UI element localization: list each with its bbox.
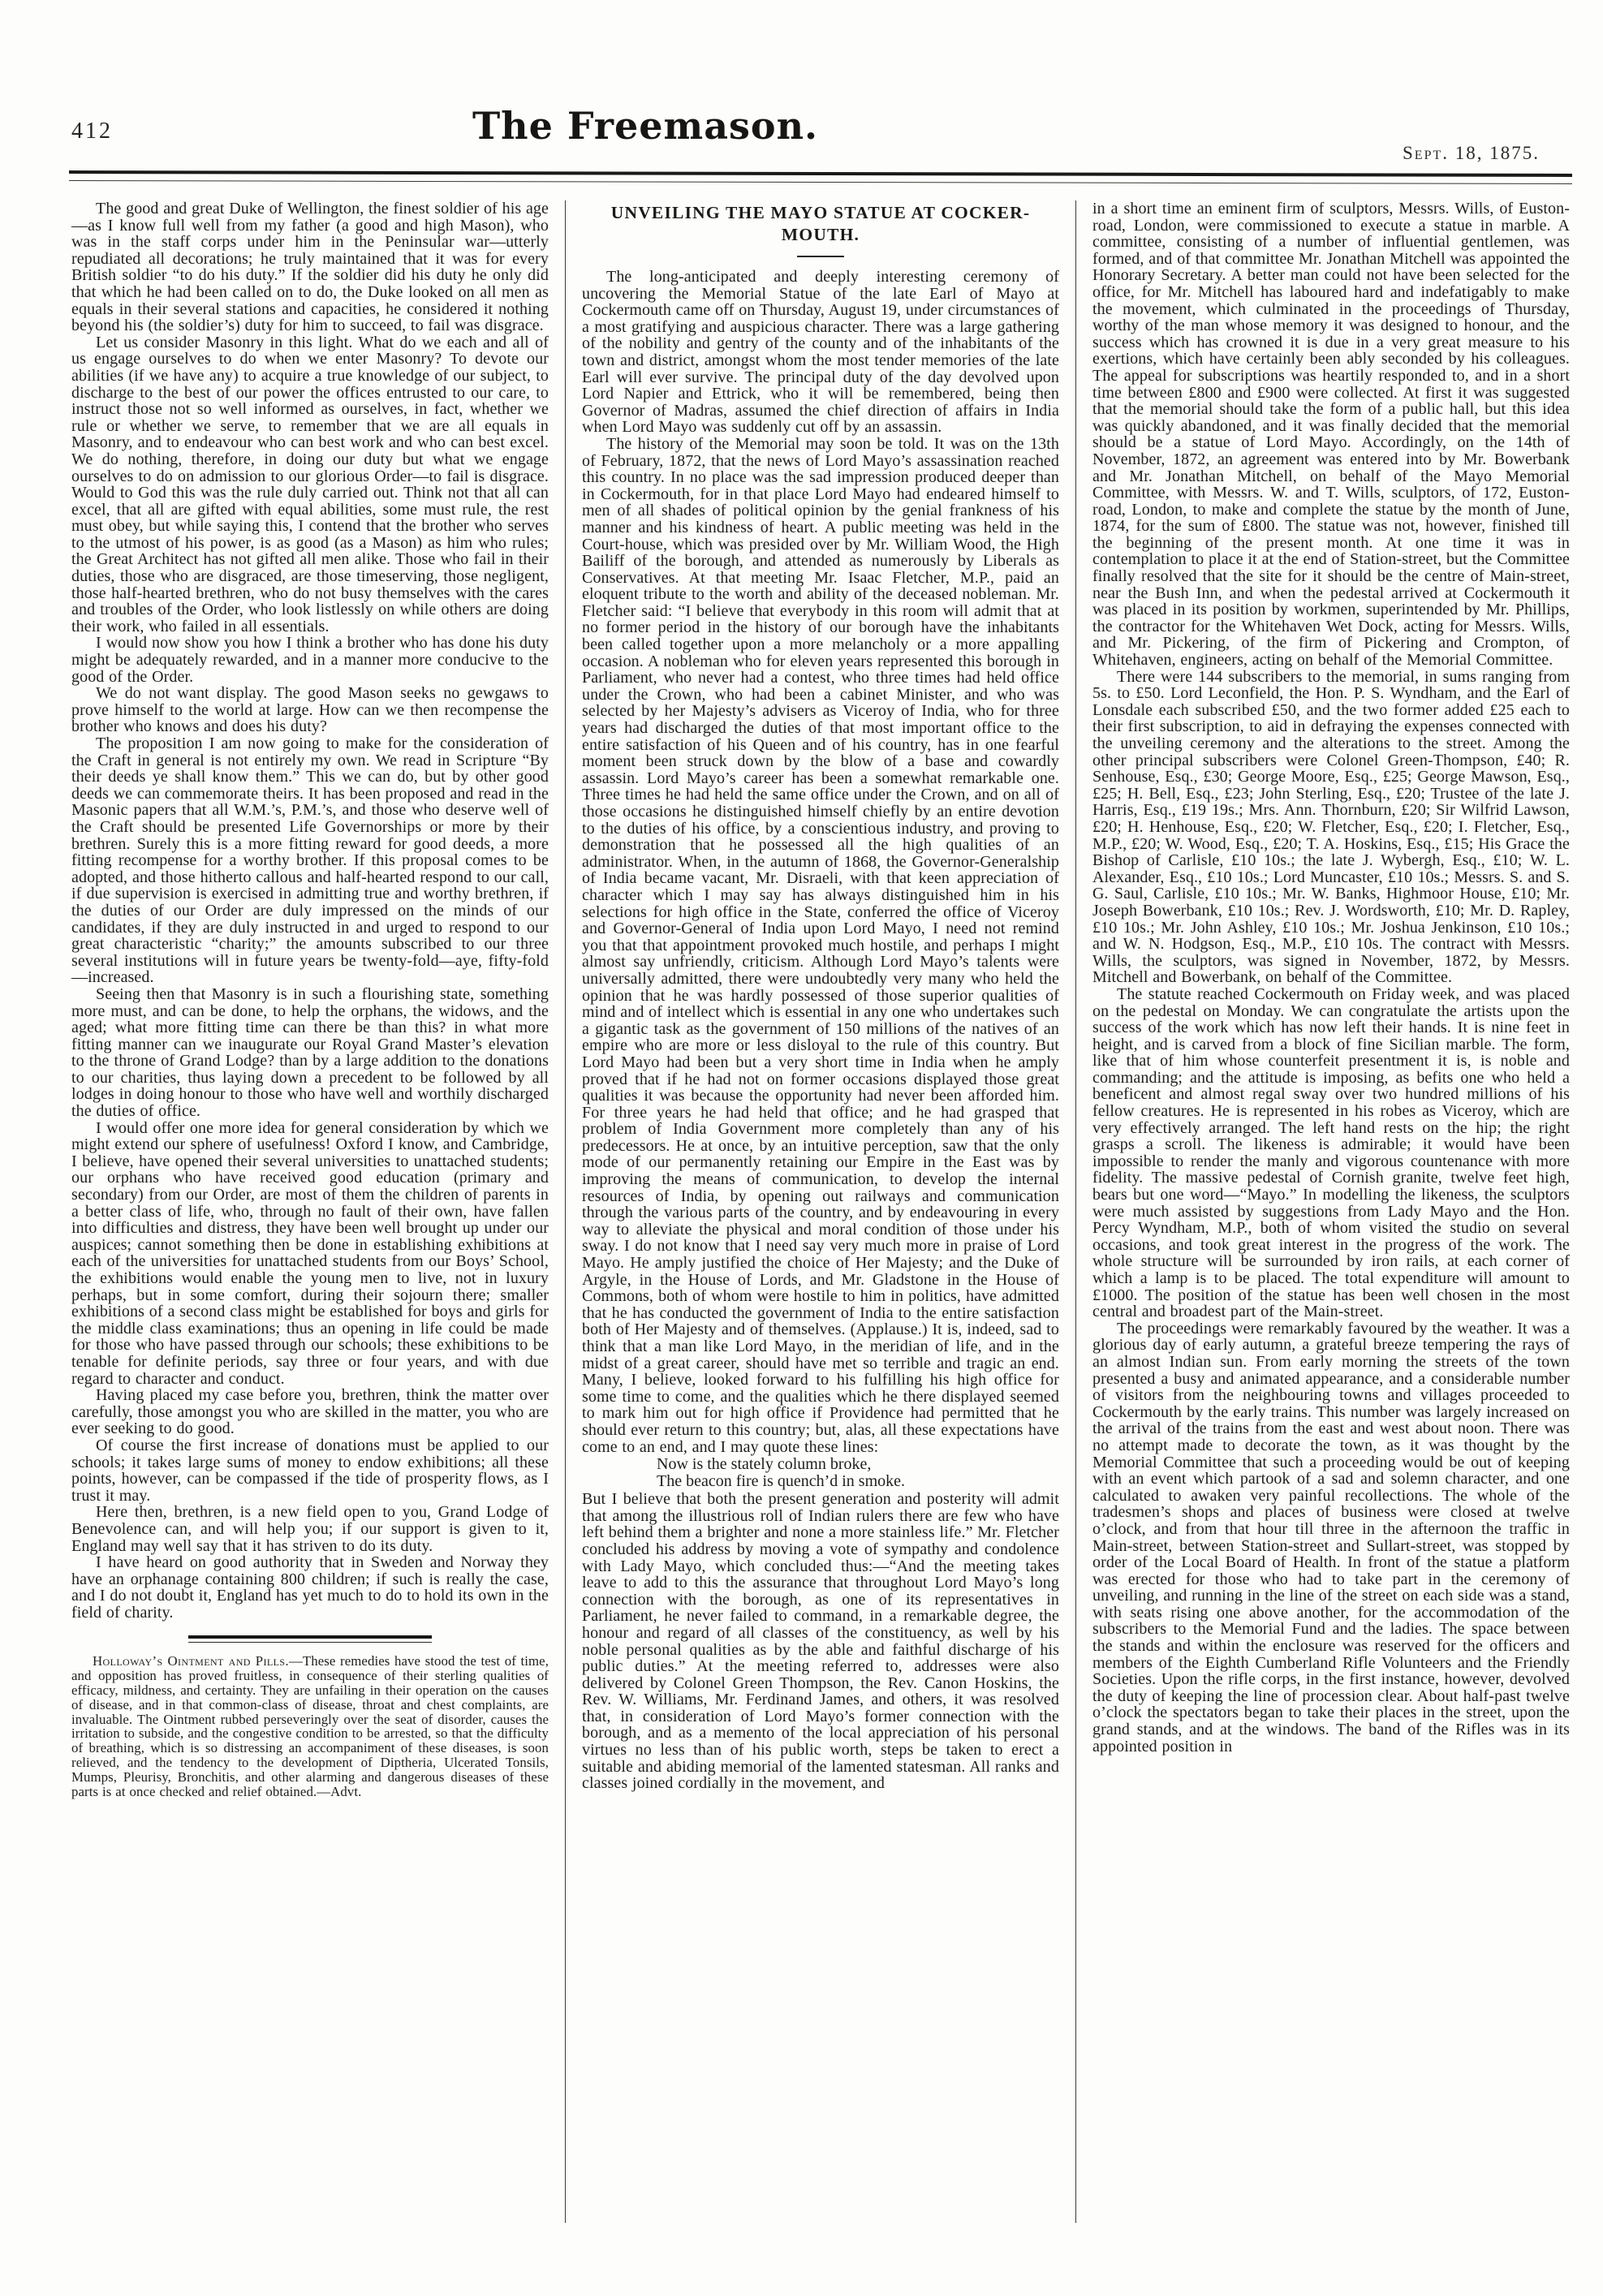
paragraph: Let us consider Masonry in this light. What do we each and all of us engage ourselves to do when we enter Masonry? To devote our abilities (if we have any) to acquire a true knowledge of our subject, to discharge to the best of our power the offices entrusted to our care, to instruct those not so well informed as ourselves, in fact, whether we rule or whether we serve, to remember that we are all equals in Masonry, and to endeavour who can best work and who can best excel. We do nothing, therefore, in doing our duty but what we engage ourselves to do on admission to our glorious Order—to fail is disgrace. Would to God this was the rule duly carried out. Think not that all can excel, that all are gifted with equal abilities, some must rule, the rest must obey, but while saying this, I contend that the brother who serves to the utmost of his power, is as good (as a Mason) as him who rules; the Great Architect has not gifted all men alike. Those who fail in their duties, those who are disgraced, are those timeserving, those negligent, those half-hearted brethren, who do not busy themselves with the cares and troubles of the Order, who look listlessly on while others are doing their work, who failed in all essentials. — [71, 333, 549, 635]
paragraph: The statute reached Cockermouth on Friday week, and was placed on the pedestal on Monday. We can congratulate the artists upon the success of the work which has now left their hands. It is nine feet in height, and is carved from a block of fine Sicilian marble. The form, like that of him whose counterfeit presentment it is, is noble and commanding; and the attitude is imposing, as befits one who held a beneficent and almost regal sway over two hundred millions of his fellow creatures. He is represented in his robes as Viceroy, which are very effectively arranged. The left hand rests on the hip; the right grasps a scroll. The likeness is admirable; it would have been impossible to render the manly and vigorous countenance with more fidelity. The massive pedestal of Cornish granite, twelve feet high, bears but one word—“Mayo.” In modelling the likeness, the sculptors were much assisted by suggestions from Lady Mayo and the Hon. Percy Wyndham, M.P., both of whom visited the studio on several occasions, and took great interest in the progress of the work. The whole structure will be surrounded by iron rails, at each corner of which a lamp is to be placed. The total expenditure will amount to £1000. The position of the statue has been well chosen in the most central and broadest part of the Main-street. — [1092, 984, 1570, 1321]
paragraph: Having placed my case before you, brethren, think the matter over carefully, those amongst you who are skilled in the matter, you who are ever seeking to do good. — [71, 1386, 549, 1438]
column-divider-rule — [565, 200, 566, 2223]
column-3 — [1092, 200, 1570, 2223]
headline-rule — [797, 256, 844, 257]
headline-line-1: UNVEILING THE MAYO STATUE AT COCKER- — [610, 203, 1031, 222]
paragraph: in a short time an eminent firm of sculptors, Messrs. Wills, of Euston-road, London, were commissioned to execute a statue in marble. A committee, consisting of a number of influential gentlemen, was formed, and of that committee Mr. Jonathan Mitchell was appointed the Honorary Secretary. A better man could not have been selected for the office, for Mr. Mitchell has laboured hard and indefatigably to make the movement, which culminated in the proceedings of Thursday, worthy of the man whose memory it was designed to honour, and the success which has crowned it is due in a very great measure to his exertions, which have certainly been ably seconded by his colleagues. The appeal for subscriptions was heartily responded to, and in a short time between £800 and £900 were collected. At first it was suggested that the memorial should take the form of a public hall, but this idea was quickly abandoned, and it was finally decided that the memorial should be a statue of Lord Mayo. Accordingly, on the 14th of November, 1872, an agreement was entered into by Mr. Bowerbank and Mr. Jonathan Mitchell, on behalf of the Mayo Memorial Committee, with Messrs. W. and T. Wills, sculptors, of 172, Euston-road, London, to make and complete the statue by the month of June, 1874, for the sum of £800. The statue was not, however, finished till the beginning of the present month. At one time it was in contemplation to place it at the end of Station-street, but the Committee finally resolved that the site for it should be the centre of Main-street, near the Bush Inn, and when the pedestal arrived at Cockermouth it was placed in its position by workmen, superintended by Mr. Phillips, the contractor for the Whitehaven Wet Dock, acting for Messrs. Wills, and Mr. Pickering, of the firm of Pickering and Crompton, of Whitehaven, engineers, acting on behalf of the Memorial Committee. — [1092, 200, 1570, 670]
verse-line: Now is the stately column broke, — [657, 1455, 872, 1474]
headline-line-2: MOUTH. — [781, 225, 860, 244]
advert-paragraph — [71, 1654, 549, 1798]
column-divider-rule — [1075, 200, 1076, 2223]
masthead-title: The Freemason. — [472, 104, 819, 148]
advert-divider-rule — [188, 1635, 432, 1643]
paragraph: We do not want display. The good Mason seeks no gewgaws to prove himself to the world at large. How can we then recompense the brother who knows and does his duty? — [71, 684, 549, 736]
paragraph: But I believe that both the present generation and posterity will admit that among the illustrious roll of Indian rulers there are few who have left behind them a brighter and none a more stainless life.” Mr. Fletcher concluded his address by moving a vote of sympathy and condolence with Lady Mayo, which concluded thus:—“And the meeting takes leave to add to this the assurance that throughout Lord Mayo’s long connection with the borough, as one of its representatives in Parliament, he never failed to command, in a remarkable degree, the honour and regard of all classes of the constituency, as well by his noble personal qualities as by the able and faithful discharge of his public duties.” At the meeting referred to, addresses were also delivered by Colonel Green Thompson, the Rev. Canon Hoskins, the Rev. W. Williams, Mr. Ferdinand James, and others, it was resolved that, in consideration of Lord Mayo’s former connection with the borough, and as a memento of the local appreciation of his personal virtues no less than of his public worth, steps be taken to erect a suitable and abiding memorial of the lamented statesman. All ranks and classes joined cordially in the movement, and — [582, 1490, 1059, 1793]
verse-line: The beacon fire is quench’d in smoke. — [657, 1472, 906, 1491]
paragraph: I would offer one more idea for general consideration by which we might extend our sphere of usefulness! Oxford I know, and Cambridge, I believe, have opened their several universities to unattached students; our orphans who have received good education (primary and secondary) from our Order, are most of them the children of parents in a better class of life, who, through no fault of their own, have fallen into difficulties and distress, they have been well brought up under our auspices; cannot something then be done in establishing exhibitions at each of the universities for unattached students from our Boys’ School, the exhibitions would enable the young men to live, not in luxury perhaps, but in some comfort, during their sojourn there; smaller exhibitions of a second class might be established for boys and girls for the middle class examinations; thus an opening in life could be made for those who have passed through our schools; these exhibitions to be tenable for definite periods, say three or four years, and with due regard to character and conduct. — [71, 1118, 549, 1388]
advert-body: —These remedies have stood the test of time, and opposition has proved fruitless, in consequence of their sterling qualities of efficacy, mildness, and certainty. They are unfailing in their operation on the causes of disease, and in that common-class of disease, throat and chest complaints, are invaluable. The Ointment rubbed perseveringly over the seat of disorder, causes the irritation to subside, and the congestive condition to be arrested, so that the difficulty of breathing, which is so distressing an accompaniment of these diseases, is soon relieved, and the tendency to the development of Diptheria, Ulcerated Tonsils, Mumps, Pleurisy, Bronchitis, and other alarming and dangerous diseases of these parts is at once checked and relief obtained.—Advt. — [71, 1653, 549, 1799]
article-columns — [71, 200, 1570, 2223]
article-headline — [582, 202, 1059, 246]
paragraph: Of course the first increase of donations must be applied to our schools; it takes large sums of money to endow exhibitions; all these points, however, can be compassed if the tide of prosperity flows, as I trust it may. — [71, 1436, 549, 1505]
paragraph: The history of the Memorial may soon be told. It was on the 13th of February, 1872, that the news of Lord Mayo’s assassination reached this country. In no place was the sad impression produced deeper than in Cockermouth, for in that place Lord Mayo had endeared himself to men of all shades of political opinion by the genial frankness of his manner and his kindness of heart. A public meeting was held in the Court-house, which was presided over by Mr. William Wood, the High Bailiff of the borough, and attended as numerously by Liberals as Conservatives. At that meeting Mr. Isaac Fletcher, M.P., paid an eloquent tribute to the worth and ability of the deceased nobleman. Mr. Fletcher said: “I believe that everybody in this room will admit that at no former period in the history of our borough have the inhabitants been called together upon a more melancholy or a more appalling occasion. A nobleman who for eleven years represented this borough in Parliament, who never had a contest, who three times had held office under the Crown, who had been a cabinet Minister, and who was selected by her Majesty’s advisers as Viceroy of India, who for three years had discharged the duties of that most important office to the entire satisfaction of his Queen and of his country, has in one fearful moment been struck down by the blow of a base and cowardly assassin. Lord Mayo’s career has been a somewhat remarkable one. Three times he had held the same office under the Crown, and on all of those occasions he distinguished himself chiefly by an entire devotion to the duties of his office, by a conscientious industry, and proving to demonstration that he possessed all the high qualities of an administrator. When, in the autumn of 1868, the Governor-Generalship of India became vacant, Mr. Disraeli, with that keen appreciation of character which I may say has always distinguished him in his selections for high office in the State, conferred the office of Viceroy and Governor-General of India upon Lord Mayo, I need not remind you that that appointment provoked much hostile, and perhaps I might almost say unfriendly, criticism. Although Lord Mayo’s talents were universally admitted, there were undoubtedly very many who held the opinion that he was hardly possessed of those superior qualities of mind and of intellect which is essential in any one who undertakes such a gigantic task as the government of 150 millions of the natives of an empire who are more or less disloyal to the rule of this country. But Lord Mayo had been but a very short time in India when he amply proved that if he had not on former occasions displayed those great qualities it was because the opportunity had never been afforded him. For three years he had held that office; and he had grasped that problem of India Government more completely than any of his predecessors. He at once, by an intuitive perception, saw that the only mode of our permanently retaining our Empire in the East was by improving the means of communication, to develop the internal resources of India, by opening out railways and communication through the various parts of the country, and by endeavouring in every way to alleviate the physical and moral condition of those under his sway. I do not know that I need say very much more in praise of Lord Mayo. He amply justified the choice of Her Majesty; and the Duke of Argyle, in the House of Lords, and Mr. Gladstone in the House of Commons, both of whom were hostile to him in politics, have admitted that he has conducted the government of India to the entire satisfaction both of Her Majesty and of themselves. (Applause.) It is, indeed, sad to think that a man like Lord Mayo, in the meridian of life, and in the midst of a great career, should have met so terrible and tragic an end. Many, I believe, looked forward to his fulfilling his high office for some time to come, and the qualities which he there displayed seemed to mark him out for high office if Providence had permitted that he should ever return to this country; but, alas, all these expectations have come to an end, and I may quote these lines: — [582, 434, 1059, 1456]
paragraph: The long-anticipated and deeply interesting ceremony of uncovering the Memorial Statue of the late Earl of Mayo at Cockermouth came off on Thursday, August 19, under circumstances of a most gratifying and auspicious character. There was a large gathering of the nobility and gentry of the county and of the inhabitants of the town and district, amongst whom the most tender memories of the late Earl will ever survive. The principal duty of the day devolved upon Lord Napier and Ettrick, who it will be remembered, being then Governor of Madras, assumed the chief direction of affairs in India when Lord Mayo was suddenly cut off by an assassin. — [582, 268, 1059, 437]
paragraph: There were 144 subscribers to the memorial, in sums ranging from 5s. to £50. Lord Leconfield, the Hon. P. S. Wyndham, and the Earl of Lonsdale each subscribed £50, and the two former added £25 each to their first subscription, to aid in defraying the expenses connected with the unveiling ceremony and the alterations to the street. Among the other principal subscribers were Colonel Green-Thompson, £40; R. Senhouse, Esq., £30; George Moore, Esq., £25; George Mawson, Esq., £25; H. Bell, Esq., £23; John Sterling, Esq., £20; Trustee of the late J. Harris, Esq., £19 19s.; Mrs. Ann. Thornburn, £20; Sir Wilfrid Lawson, £20; H. Henhouse, Esq., £20; W. Fletcher, Esq., £20; I. Fletcher, Esq., M.P., £20; W. Wood, Esq., £20; T. A. Hoskins, Esq., £15; His Grace the Bishop of Carlisle, £10 10s.; the late J. Wybergh, Esq., £10; W. L. Alexander, Esq., £10 10s.; Lord Muncaster, £10 10s.; Messrs. S. and S. G. Saul, Carlisle, £10 10s.; Mr. W. Banks, Highmoor House, £10; Mr. Joseph Bowerbank, £10 10s.; Rev. J. Wordsworth, £10; Mr. D. Rapley, £10 10s.; Mr. John Ashley, £10 10s.; Mr. Joshua Jenkinson, £10 10s.; and W. N. Hodgson, Esq., M.P., £10 10s. The contract with Messrs. Wills, the sculptors, was signed in November, 1872, by Messrs. Mitchell and Bowerbank, on behalf of the Committee. — [1092, 667, 1570, 987]
header-rule — [69, 170, 1572, 184]
advert-lead: Holloway’s Ointment and Pills. — [93, 1653, 289, 1669]
paragraph: I have heard on good authority that in Sweden and Norway they have an orphanage containing 800 children; if such is really the case, and I do not doubt it, England has yet much to do to hold its own in the field of charity. — [71, 1553, 549, 1622]
paragraph: The proceedings were remarkably favoured by the weather. It was a glorious day of early autumn, a grateful breeze tempering the rays of an almost Indian sun. From early morning the streets of the town presented a busy and animated appearance, and a considerable number of visitors from the neighbouring towns and villages proceeded to Cockermouth by the early trains. This number was largely increased on the arrival of the trains from the east and west about noon. There was no attempt made to decorate the town, as it was thought by the Memorial Committee that such a proceeding would be out of keeping with an event which partook of a sad and solemn character, and one calculated to awaken very painful recollections. The whole of the tradesmen’s shops and places of business were closed at twelve o’clock, and from that hour till three in the afternoon the traffic in Main-street, between Station-street and Sullart-street, was stopped by order of the Local Board of Health. In front of the statue a platform was erected for those who had to take part in the ceremony of unveiling, and running in the line of the street on each side was a stand, with seats rising one above another, for the accommodation of the subscribers to the Memorial Fund and the ladies. The space between the stands and within the enclosure was reserved for the officers and members of the Eighth Cumberland Rifle Volunteers and the Friendly Societies. Upon the rifle corps, in the first instance, however, devolved the duty of keeping the line of procession clear. About half-past twelve o’clock the spectators began to take their places in the street, upon the grand stands, and at the windows. The band of the Rifles was in its appointed position in — [1092, 1319, 1570, 1755]
page-number: 412 — [71, 118, 113, 144]
issue-date: Sept. 18, 1875. — [1403, 143, 1540, 163]
paragraph: The good and great Duke of Wellington, the finest soldier of his age—as I know full well from my father (a good and high Mason), who was in the staff corps under him in the Peninsular war—utterly repudiated all decorations; he truly maintained that it was for every British soldier “to do his duty.” If the soldier did his duty he only did that which he had been called on to do, the Duke looked on all men as equals in their several stations and capacities, he considered it nothing beyond his (the soldier’s) duty for him to succeed, to fail was disgrace. — [71, 200, 549, 335]
paragraph: The proposition I am now going to make for the consideration of the Craft in general is not entirely my own. We read in Scripture “By their deeds ye shall know them.” This we can do, but by other good deeds we can commemorate theirs. It has been proposed and read in the Masonic papers that all W.M.’s, P.M.’s, and those who deserve well of the Craft should be presented Life Governorships or more by their brethren. Surely this is a more fitting reward for good deeds, a more fitting recompense for a worthy brother. If this proposal comes to be adopted, and those hitherto callous and half-hearted respond to our call, if due supervision is exercised in admitting true and worthy brethren, if the duties of our Order are duly impressed on the minds of our candidates, if they are duly instructed in and urged to respond to our great characteristic “charity;” the amounts subscribed to our three several institutions will in future years be twenty-fold—aye, fifty-fold—increased. — [71, 734, 549, 987]
quoted-verse — [582, 1456, 1059, 1490]
paragraph: Seeing then that Masonry is in such a flourishing state, something more must, and can be done, to help the orphans, the widows, and the aged; what more fitting time can there be than this? in what more fitting manner can we inaugurate our Royal Grand Master’s elevation to the throne of Grand Lodge? than by a large addition to the donations to our charities, thus laying down a precedent to be followed by all lodges in doing honour to those who have well and worthily discharged the duties of office. — [71, 984, 549, 1121]
column-2 — [582, 200, 1059, 2223]
column-1 — [71, 200, 549, 2223]
paragraph: I would now show you how I think a brother who has done his duty might be adequately rewarded, and in a manner more conducive to the good of the Order. — [71, 634, 549, 686]
paragraph: Here then, brethren, is a new field open to you, Grand Lodge of Benevolence can, and will help you; if our support is given to it, England may well say that it has striven to do its duty. — [71, 1503, 549, 1555]
